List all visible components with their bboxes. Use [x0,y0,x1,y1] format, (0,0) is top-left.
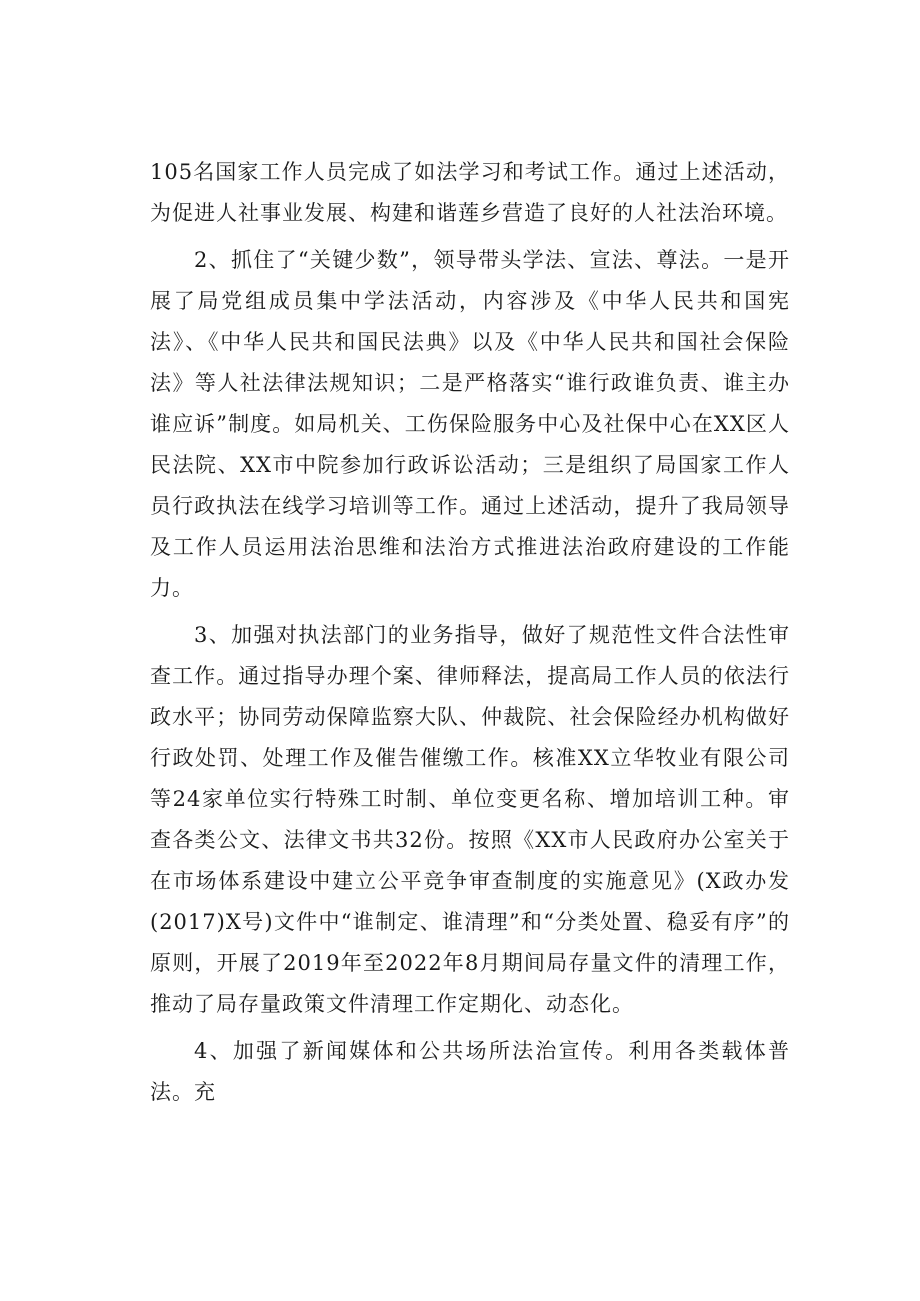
paragraph-item-4: 4、加强了新闻媒体和公共场所法治宣传。利用各类载体普法。充 [150,1039,790,1104]
paragraph-item-3: 3、加强对执法部门的业务指导，做好了规范性文件合法性审查工作。通过指导办理个案、律师释法，提高局工作人员的依法行政水平；协同劳动保障监察大队、仲裁院、社会保险经办机构做好行政处罚、处理工作及催告催缴工作。核准XX立华牧业有限公司等24家单位实行特殊工时制、单位变更名称、增加培训工种。审查各类公文、法律文书共32份。按照《XX市人民政府办公室关于在市场体系建设中建立公平竞争审查制度的实施意见》(X政办发(2017)X号)文件中“谁制定、谁清理”和“分类处置、稳妥有序”的原则，开展了2019年至2022年8月期间局存量文件的清理工作，推动了局存量政策文件清理工作定期化、动态化。 [150,623,790,1016]
paragraph-item-2: 2、抓住了“关键少数”，领导带头学法、宣法、尊法。一是开展了局党组成员集中学法活动，内容涉及《中华人民共和国宪法》、《中华人民共和国民法典》以及《中华人民共和国社会保险法》等人社法律法规知识；二是严格落实“谁行政谁负责、谁主办谁应诉”制度。如局机关、工伤保险服务中心及社保中心在XX区人民法院、XX市中院参加行政诉讼活动；三是组织了局国家工作人员行政执法在线学习培训等工作。通过上述活动，提升了我局领导及工作人员运用法治思维和法治方式推进法治政府建设的工作能力。 [150,248,790,600]
paragraph-continuation: 105名国家工作人员完成了如法学习和考试工作。通过上述活动，为促进人社事业发展、构建和谐莲乡营造了良好的人社法治环境。 [150,160,790,225]
document-body [150,152,790,1119]
